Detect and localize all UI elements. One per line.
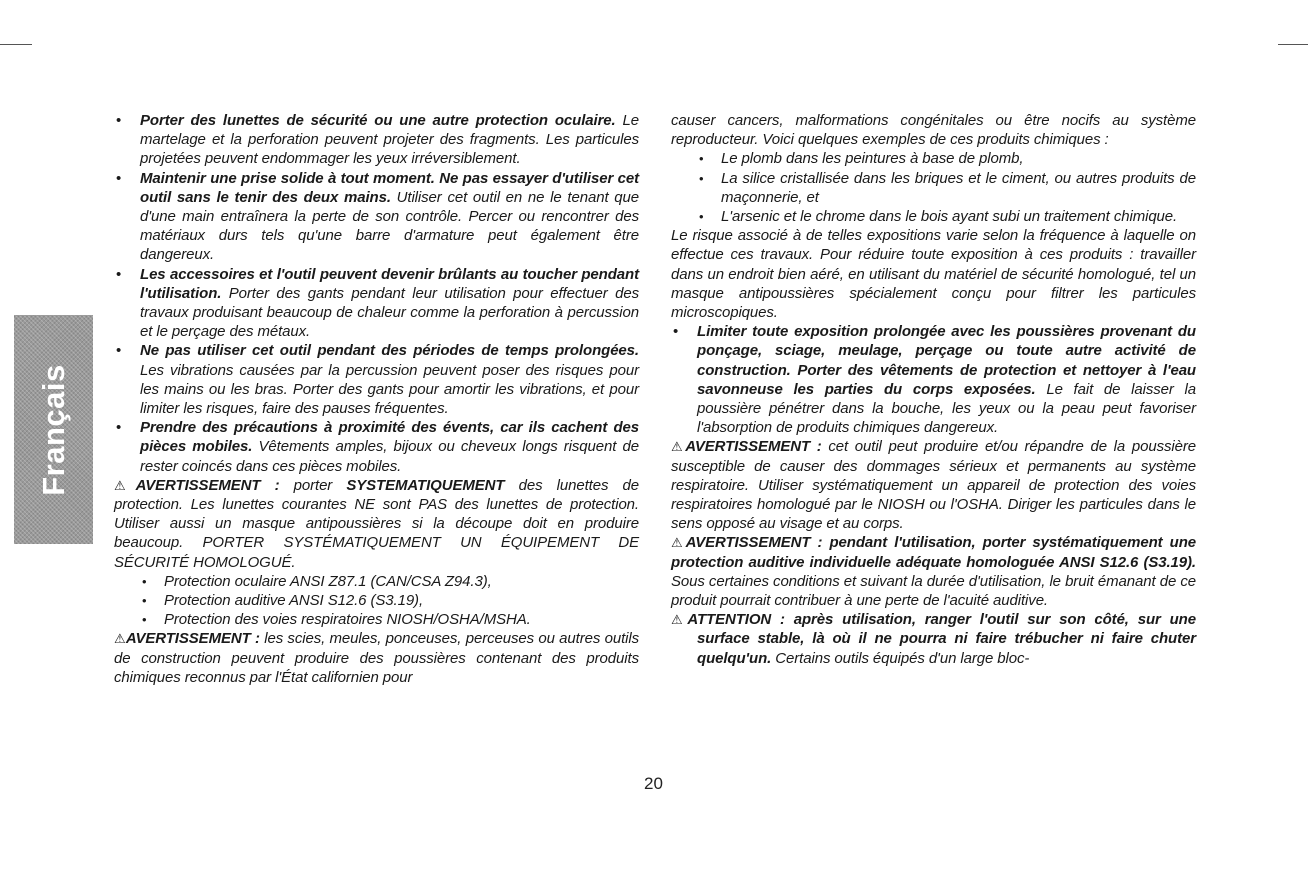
equipment-text: Protection oculaire ANSI Z87.1 (CAN/CSA Z94.3), xyxy=(164,572,492,590)
bullet-text: Le martelage et la perforation peuvent projeter des fragments. Les particules projetées peuvent endommager les yeux irréversiblement. xyxy=(140,112,639,168)
warning-eye-protection xyxy=(114,476,639,572)
warning-triangle-icon: ⚠ xyxy=(114,477,136,493)
chemical-text: Le plomb dans les peintures à base de plomb, xyxy=(721,150,1024,168)
chemical-item xyxy=(671,149,1196,168)
attention-storage xyxy=(671,610,1196,668)
equipment-text: Protection des voies respiratoires NIOSH/OSHA/MSHA. xyxy=(164,611,531,629)
safety-bullet xyxy=(114,111,639,169)
bullet-dot: • xyxy=(699,151,704,167)
continued-paragraph: causer cancers, malformations congénitales ou être nocifs au système reproducteur. Voici quelques exemples de ces produits chimiques : xyxy=(671,112,1196,149)
attention-text: Certains outils équipés d'un large bloc- xyxy=(771,649,1030,667)
warning-heading: AVERTISSEMENT : xyxy=(125,630,260,648)
bullet-bold-text: Limiter toute exposition prolongée avec les poussières provenant du ponçage, sciage, meulage, perçage ou toute autre activité de construction. Porter des vêtements de protection et nettoyer à l'eau savonneuse les parties du corps exposées. xyxy=(697,323,1196,398)
warning-triangle-icon: ⚠ xyxy=(671,535,686,551)
warning-heading: AVERTISSEMENT : pendant l'utilisation, porter systématiquement une protection auditive individuelle adéquate homologuée ANSI S12.6 (S3.19). xyxy=(671,534,1196,571)
bullet-dot: • xyxy=(116,265,122,283)
equipment-item xyxy=(114,572,639,591)
chemical-text: L'arsenic et le chrome dans le bois ayant subi un traitement chimique. xyxy=(721,208,1178,226)
bullet-dot: • xyxy=(116,112,122,129)
safety-bullet xyxy=(114,418,639,476)
chemical-item xyxy=(671,207,1196,226)
bullet-dot: • xyxy=(673,323,679,341)
bullet-text: Les vibrations causées par la percussion peuvent poser des risques pour les mains ou les bras. Porter des gants pour amortir les vibrations, et pour limiter les risques, faire des pauses fréquentes. xyxy=(140,361,639,418)
bullet-text: Le fait de laisser la poussière pénétrer dans la bouche, les yeux ou la peau peut favoriser l'absorption de produits chimiques dangereux. xyxy=(697,380,1196,437)
bullet-bold-text: Porter des lunettes de sécurité ou une autre protection oculaire. xyxy=(140,112,616,129)
safety-bullet xyxy=(114,265,639,342)
bullet-dot: • xyxy=(142,593,147,609)
chemical-item xyxy=(671,169,1196,207)
warning-text: des lunettes de protection. Les lunettes courantes NE sont PAS des lunettes de protection. Utiliser aussi un masque antipoussières si la découpe doit en produire beaucoup. PORTER SYSTÉMATIQUEMENT UN ÉQUIPEMENT DE SÉCURITÉ HOMOLOGUÉ. xyxy=(114,476,639,571)
warning-text: les scies, meules, ponceuses, perceuses ou autres outils de construction peuvent produire des poussières contenant des produits chimiques reconnus par l'État californien pour xyxy=(114,630,640,686)
bullet-bold-text: Ne pas utiliser cet outil pendant des périodes de temps prolongées. xyxy=(140,342,639,360)
bullet-dot: • xyxy=(699,209,704,225)
bullet-dot: • xyxy=(116,419,122,437)
bullet-text: Porter des gants pendant leur utilisation pour effectuer des travaux produisant beaucoup de chaleur comme la perforation à percussion et le perçage des métaux. xyxy=(140,284,639,341)
equipment-text: Protection auditive ANSI S12.6 (S3.19), xyxy=(164,592,424,610)
safety-bullet xyxy=(671,322,1196,437)
chemical-text: La silice cristallisée dans les briques et le ciment, ou autres produits de maçonnerie, et xyxy=(721,169,1196,206)
attention-heading: ATTENTION : après utilisation, ranger l'outil sur son côté, sur une surface stable, là où il ne pourra ni faire trébucher ni faire chuter quelqu'un. xyxy=(687,611,1196,667)
warning-text: porter xyxy=(279,476,347,494)
bullet-dot: • xyxy=(142,573,147,589)
top-rule-right xyxy=(1278,44,1308,45)
warning-chemicals xyxy=(114,629,639,687)
warning-heading: AVERTISSEMENT : xyxy=(135,476,280,494)
bullet-bold-text: Maintenir une prise solide à tout moment. Ne pas essayer d'utiliser cet outil sans le tenir des deux mains. xyxy=(140,169,639,206)
warning-emphasis: SYSTEMATIQUEMENT xyxy=(346,476,505,494)
safety-bullet xyxy=(114,169,639,265)
warning-triangle-icon: ⚠ xyxy=(671,612,688,628)
bullet-bold-text: Prendre des précautions à proximité des évents, car ils cachent des pièces mobiles. xyxy=(140,419,639,456)
top-rule-left xyxy=(0,44,32,45)
risk-paragraph: Le risque associé à de telles expositions varie selon la fréquence à laquelle on effectue ces travaux. Pour réduire toute exposition à ces produits : travailler dans un endroit bien aéré, en utilisant du matériel de sécurité homologué, tel un masque antipoussières spécialement conçu pour filtrer les particules microscopiques. xyxy=(671,227,1196,322)
bullet-text: Vêtements amples, bijoux ou cheveux longs risquent de rester coincés dans ces pièces mobiles. xyxy=(140,438,639,475)
bullet-text: Utiliser cet outil en ne le tenant que d'une main entraînera la perte de son contrôle. Percer ou rencontrer des matériaux durs tels qu'une barre d'armature peut également être dangereux. xyxy=(140,188,639,264)
warning-hearing xyxy=(671,533,1196,610)
language-tab-label: Français xyxy=(36,364,71,496)
bullet-dot: • xyxy=(142,612,147,628)
page-number: 20 xyxy=(644,774,663,793)
warning-heading: AVERTISSEMENT : xyxy=(685,438,822,456)
bullet-dot: • xyxy=(699,170,704,186)
bullet-bold-text: Les accessoires et l'outil peuvent devenir brûlants au toucher pendant l'utilisation. xyxy=(140,265,639,302)
bullet-dot: • xyxy=(116,169,122,187)
warning-respiratory xyxy=(671,437,1196,533)
warning-text: cet outil peut produire et/ou répandre de la poussière susceptible de causer des dommages sérieux et permanents au système respiratoire. Utiliser systématiquement un appareil de protection des voies respiratoires homologué par le NIOSH ou l'OSHA. Diriger les particules dans le sens opposé au visage et au corps. xyxy=(671,438,1196,533)
safety-bullet xyxy=(114,341,639,418)
warning-triangle-icon: ⚠ xyxy=(671,439,686,455)
bullet-dot: • xyxy=(116,342,122,360)
right-column xyxy=(671,111,1196,668)
left-column xyxy=(114,111,639,687)
warning-text: Sous certaines conditions et suivant la durée d'utilisation, le bruit émanant de ce produit pourrait contribuer à une perte de l'acuité auditive. xyxy=(671,572,1196,610)
equipment-item xyxy=(114,591,639,610)
equipment-item xyxy=(114,610,639,629)
warning-triangle-icon: ⚠ xyxy=(114,631,126,647)
